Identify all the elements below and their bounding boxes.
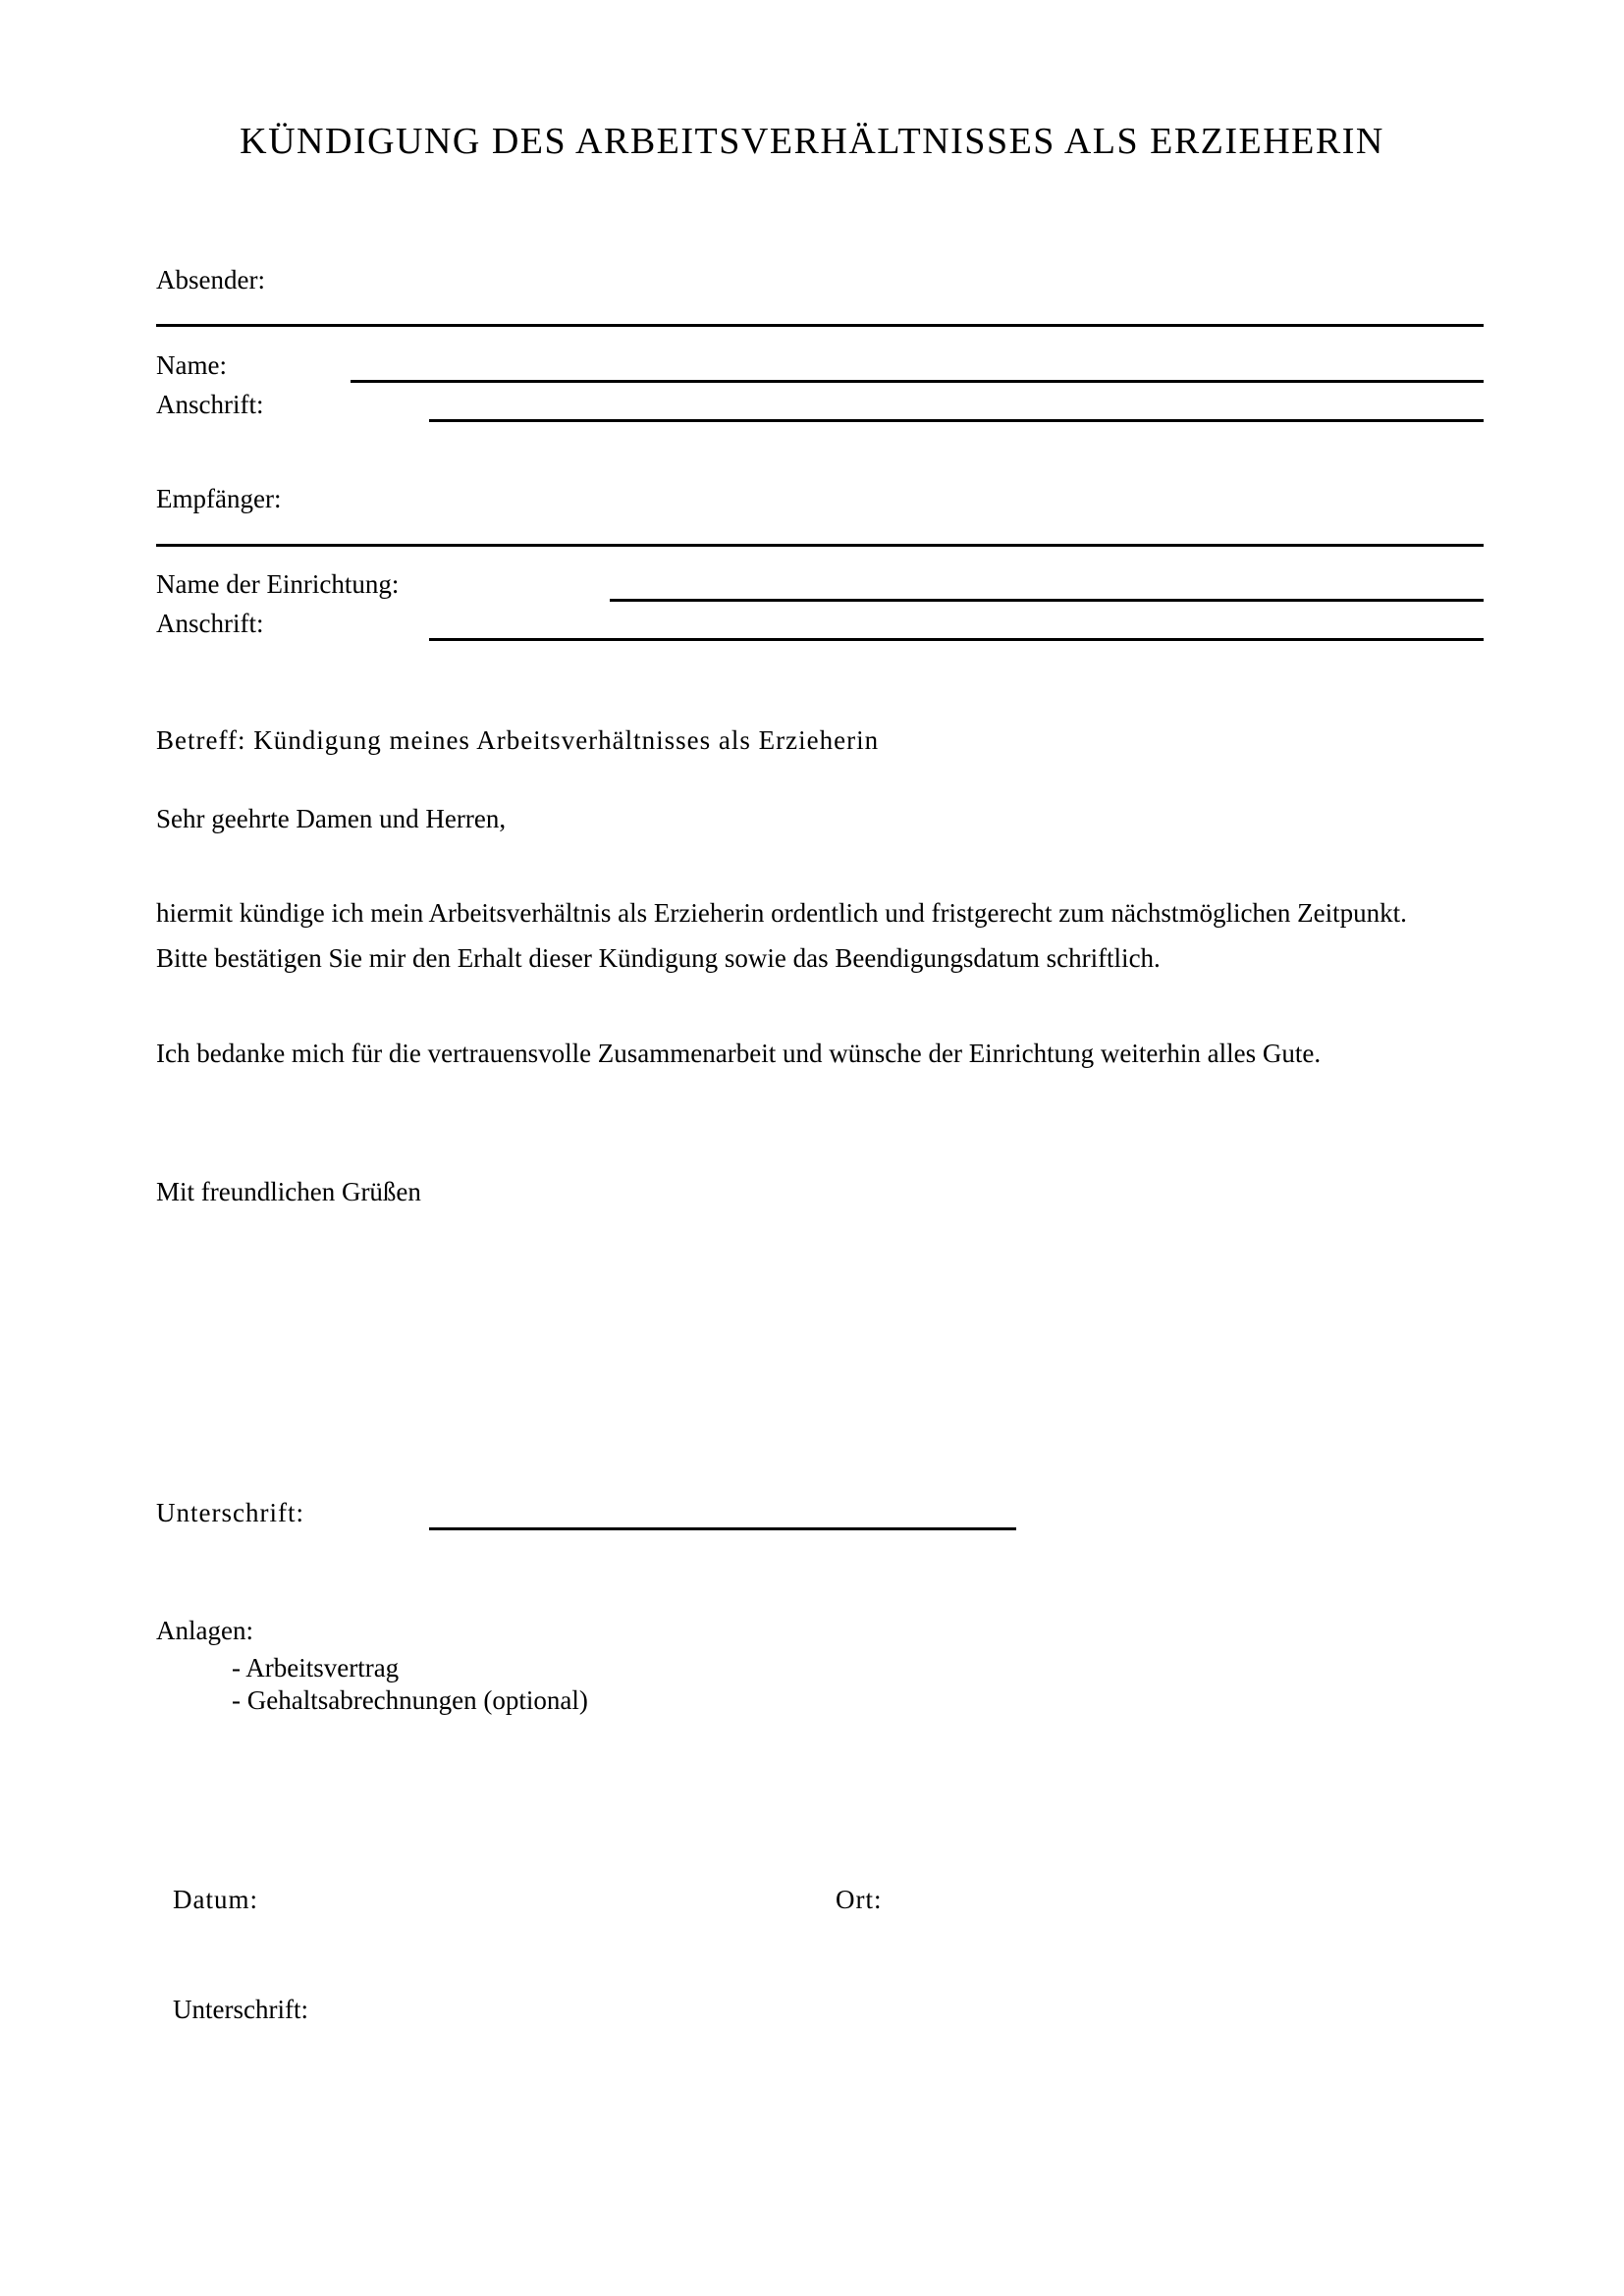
sender-name-field[interactable] xyxy=(351,380,1484,383)
place-label: Ort: xyxy=(836,1885,883,1914)
recipient-address-label: Anschrift: xyxy=(156,609,264,638)
recipient-line xyxy=(156,544,1484,547)
attachment-item: - Arbeitsvertrag xyxy=(232,1653,400,1682)
attachments-heading: Anlagen: xyxy=(156,1616,253,1645)
attachment-item: - Gehaltsabrechnungen (optional) xyxy=(232,1685,588,1715)
recipient-heading: Empfänger: xyxy=(156,484,282,513)
date-label: Datum: xyxy=(173,1885,258,1914)
footer-signature-label: Unterschrift: xyxy=(173,1995,308,2024)
sender-line xyxy=(156,324,1484,327)
subject-line: Betreff: Kündigung meines Arbeitsverhältnisses als Erzieherin xyxy=(156,725,880,755)
body-line-3: Ich bedanke mich für die vertrauensvolle Zusammenarbeit und wünsche der Einrichtung weiterhin alles Gute. xyxy=(156,1039,1322,1068)
closing: Mit freundlichen Grüßen xyxy=(156,1177,421,1206)
sender-address-label: Anschrift: xyxy=(156,390,264,419)
recipient-institution-label: Name der Einrichtung: xyxy=(156,569,400,599)
body-line-1: hiermit kündige ich mein Arbeitsverhältnis als Erzieherin ordentlich und fristgerecht zum nächstmöglichen Zeitpunkt. xyxy=(156,898,1407,928)
signature-field[interactable] xyxy=(429,1527,1016,1530)
sender-name-label: Name: xyxy=(156,350,227,380)
sender-heading: Absender: xyxy=(156,265,265,294)
body-line-2: Bitte bestätigen Sie mir den Erhalt dieser Kündigung sowie das Beendigungsdatum schriftlich. xyxy=(156,943,1161,973)
signature-label: Unterschrift: xyxy=(156,1498,304,1527)
document-title: KÜNDIGUNG DES ARBEITSVERHÄLTNISSES ALS ERZIEHERIN xyxy=(240,121,1384,162)
recipient-address-field[interactable] xyxy=(429,638,1484,641)
sender-address-field[interactable] xyxy=(429,419,1484,422)
salutation: Sehr geehrte Damen und Herren, xyxy=(156,804,507,833)
recipient-institution-field[interactable] xyxy=(610,599,1484,602)
